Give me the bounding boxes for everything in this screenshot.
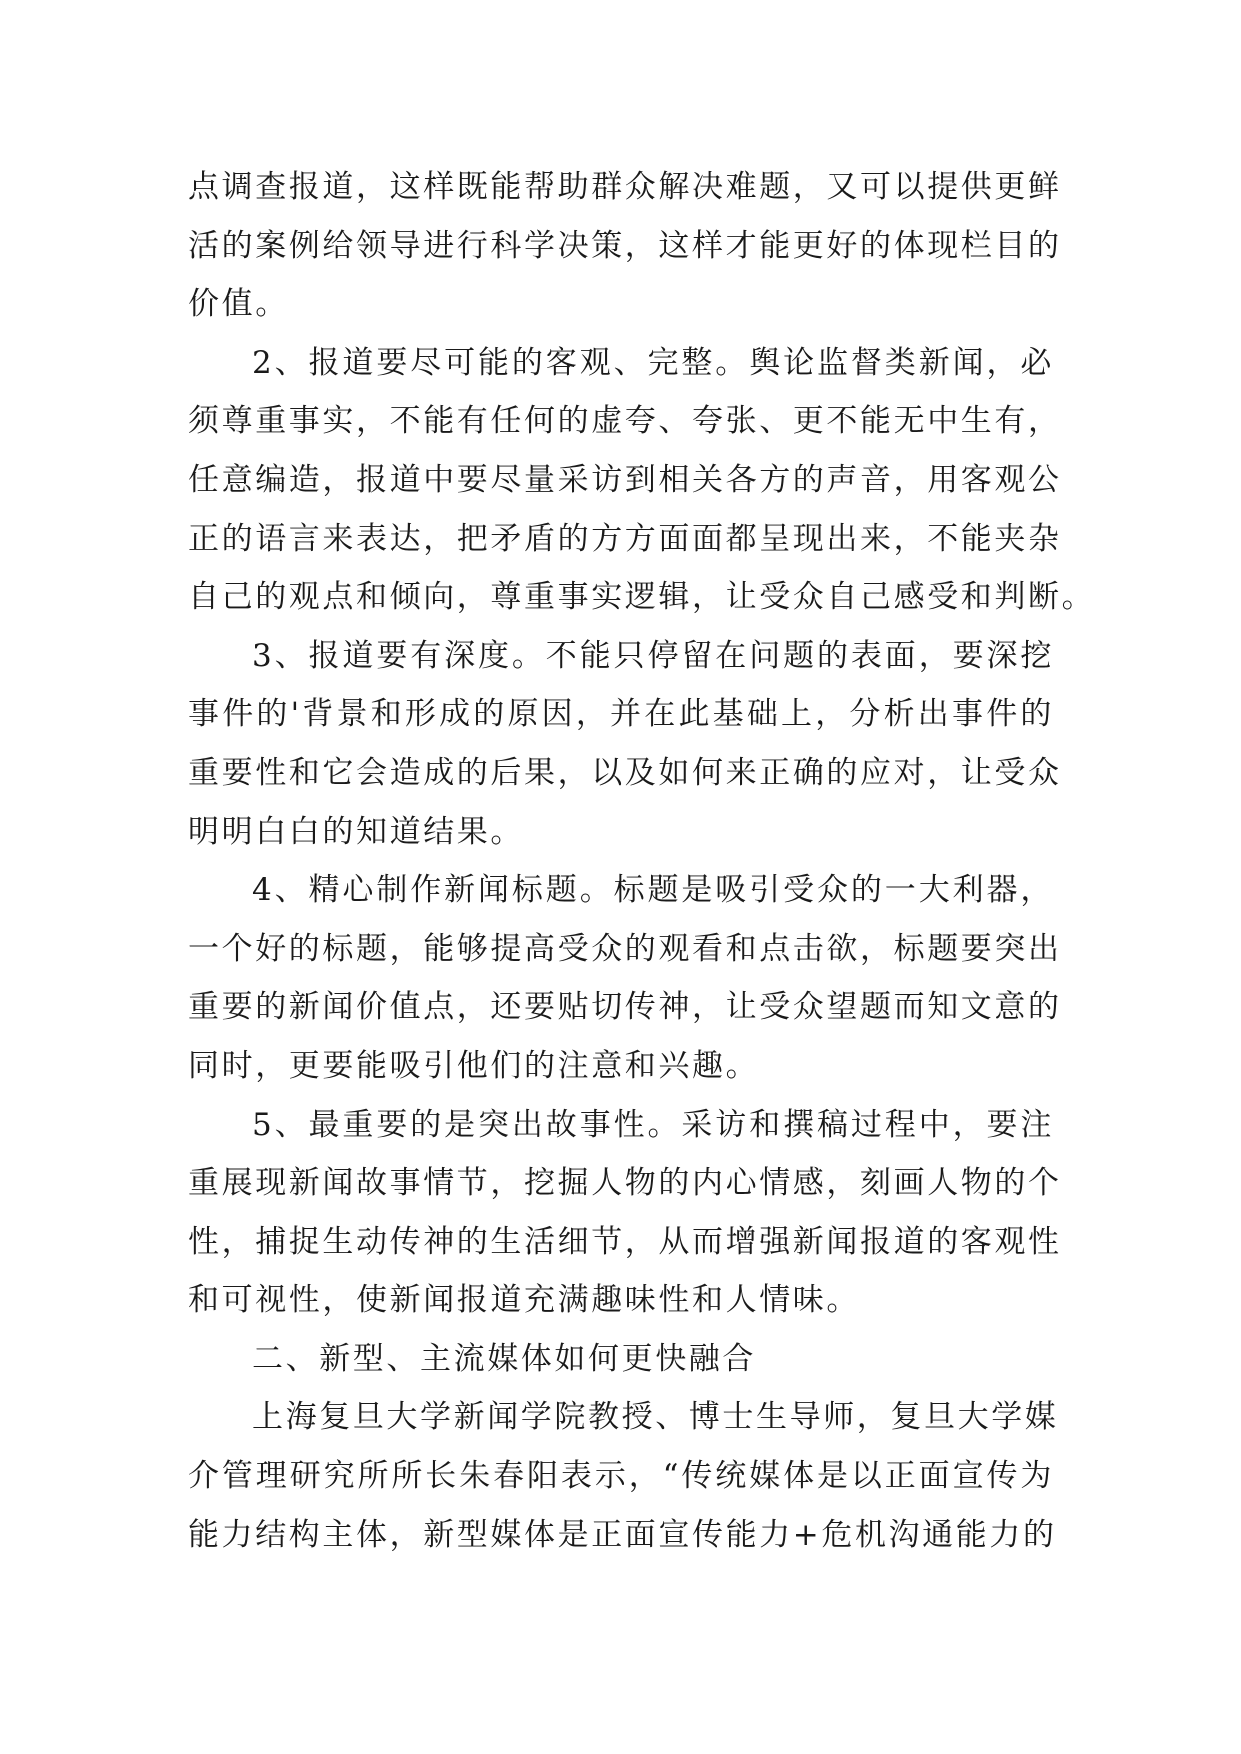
text-line: 正的语言来表达，把矛盾的方方面面都呈现出来，不能夹杂	[188, 520, 1062, 557]
text-line: 任意编造，报道中要尽量采访到相关各方的声音，用客观公	[188, 461, 1062, 498]
text-line: 5、最重要的是突出故事性。采访和撰稿过程中，要注	[252, 1106, 1054, 1143]
text-line: 二、新型、主流媒体如何更快融合	[252, 1340, 756, 1377]
body-text	[188, 158, 1096, 1564]
text-line: 性，捕捉生动传神的生活细节，从而增强新闻报道的客观性	[188, 1223, 1062, 1260]
text-line: 须尊重事实，不能有任何的虚夸、夸张、更不能无中生有，	[188, 403, 1062, 440]
text-line: 明明白白的知道结果。	[188, 813, 524, 850]
text-line: 点调查报道，这样既能帮助群众解决难题，又可以提供更鲜	[188, 169, 1062, 205]
text-line: 价值。	[188, 286, 289, 323]
text-line: 能力结构主体，新型媒体是正面宣传能力+危机沟通能力的	[188, 1516, 1057, 1553]
text-line: 上海复旦大学新闻学院教授、博士生导师，复旦大学媒	[252, 1399, 1059, 1436]
text-line: 重要的新闻价值点，还要贴切传神，让受众望题而知文意的	[188, 989, 1062, 1026]
text-line: 4、精心制作新闻标题。标题是吸引受众的一大利器，	[252, 872, 1054, 909]
text-line: 重要性和它会造成的后果，以及如何来正确的应对，让受众	[188, 754, 1062, 791]
text-line: 同时，更要能吸引他们的注意和兴趣。	[188, 1047, 760, 1084]
text-line: 活的案例给领导进行科学决策，这样才能更好的体现栏目的	[188, 227, 1062, 264]
text-line: 自己的观点和倾向，尊重事实逻辑，让受众自己感受和判断。	[188, 579, 1096, 616]
text-line: 介管理研究所所长朱春阳表示，“传统媒体是以正面宣传为	[188, 1458, 1054, 1495]
text-line: 一个好的标题，能够提高受众的观看和点击欲，标题要突出	[188, 930, 1062, 967]
text-line: 事件的'背景和形成的原因，并在此基础上，分析出事件的	[188, 696, 1054, 733]
text-line: 重展现新闻故事情节，挖掘人物的内心情感，刻画人物的个	[188, 1165, 1062, 1202]
text-line: 和可视性，使新闻报道充满趣味性和人情味。	[188, 1282, 860, 1319]
text-line: 2、报道要尽可能的客观、完整。舆论监督类新闻，必	[252, 344, 1054, 381]
text-line: 3、报道要有深度。不能只停留在问题的表面，要深挖	[252, 637, 1054, 674]
